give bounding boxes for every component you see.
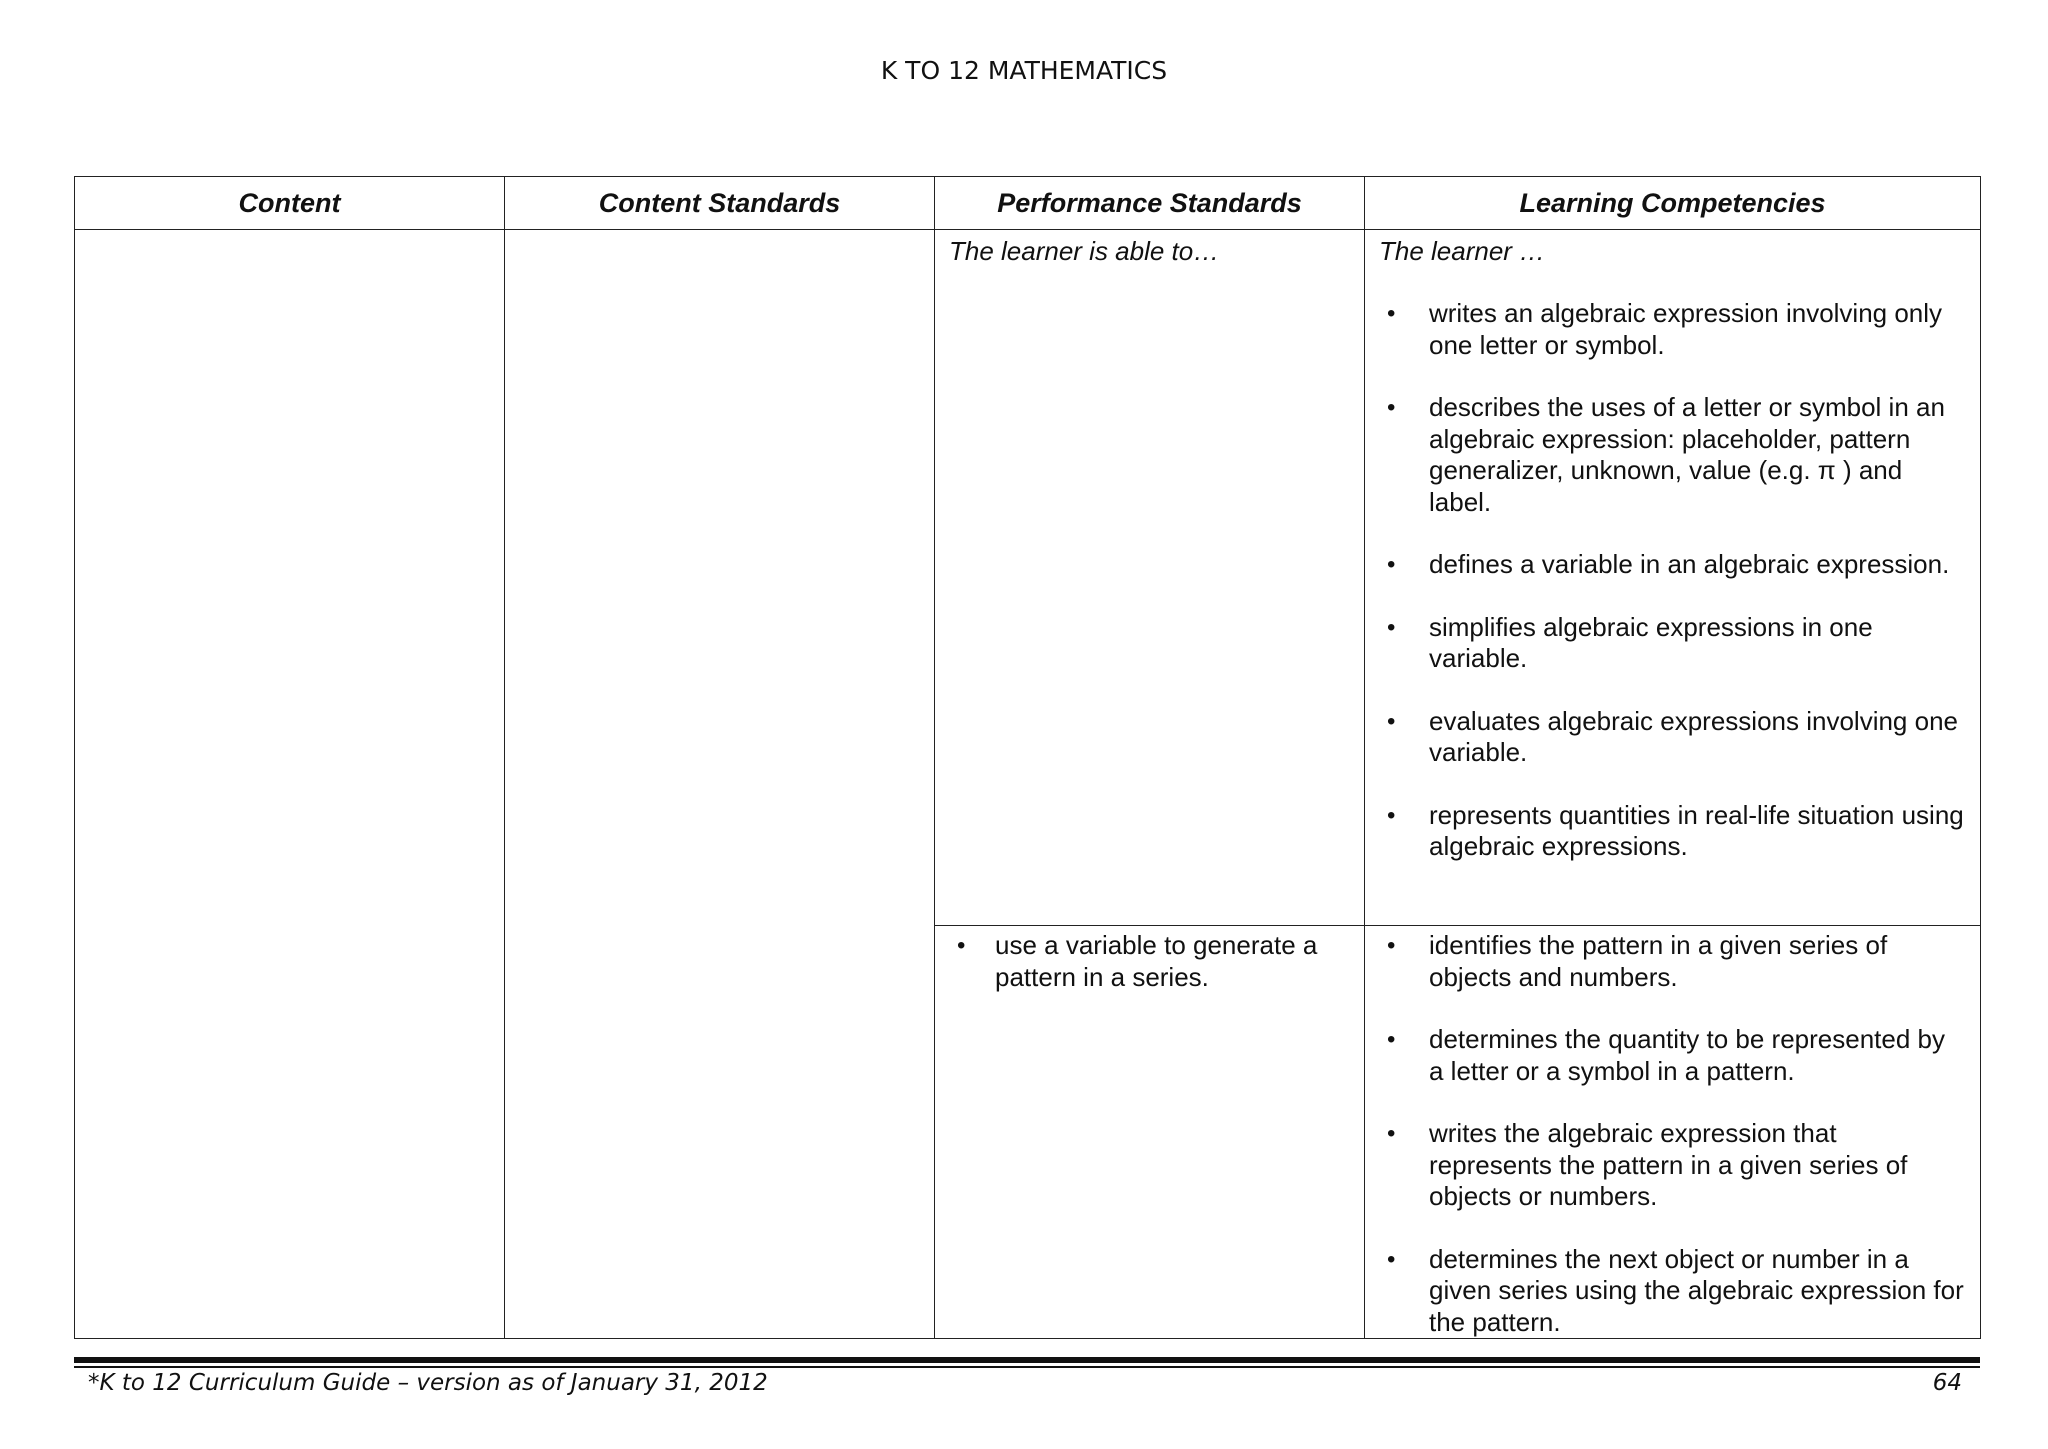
column-header-content: Content [75,177,505,230]
curriculum-table [74,176,1981,1339]
list-item: • represents quantities in real-life situation using algebraic expressions. [1379,800,1966,863]
table-header-row [75,177,1981,230]
performance-list [949,930,1350,993]
list-item: • use a variable to generate a pattern in a series. [949,930,1350,993]
performance-standards-cell [935,926,1365,1339]
page-title: K TO 12 MATHEMATICS [880,56,1168,85]
footer-divider-thin [74,1366,1980,1368]
competency-lead: The learner … [1379,236,1546,266]
competency-list [1379,298,1966,863]
list-item: • simplifies algebraic expressions in one variable. [1379,612,1966,675]
content-standards-cell [505,230,935,1339]
learning-competencies-cell [1365,926,1981,1339]
list-item: • describes the uses of a letter or symbol in an algebraic expression: placeholder, pattern generalizer, unknown, value (e.g. π ) and label. [1379,392,1966,518]
performance-lead: The learner is able to… [949,236,1220,266]
list-item: • writes the algebraic expression that represents the pattern in a given series of objects or numbers. [1379,1118,1966,1213]
table-row [75,230,1981,926]
list-item: • defines a variable in an algebraic expression. [1379,549,1966,581]
list-item: • determines the next object or number in a given series using the algebraic expression for the pattern. [1379,1244,1966,1339]
page-number: 64 [1932,1370,1962,1396]
competency-list [1379,930,1966,1338]
column-header-performance-standards: Performance Standards [935,177,1365,230]
list-item: • determines the quantity to be represented by a letter or a symbol in a pattern. [1379,1024,1966,1087]
list-item: • evaluates algebraic expressions involving one variable. [1379,706,1966,769]
list-item: • writes an algebraic expression involving only one letter or symbol. [1379,298,1966,361]
column-header-learning-competencies: Learning Competencies [1365,177,1981,230]
column-header-content-standards: Content Standards [505,177,935,230]
learning-competencies-cell [1365,230,1981,926]
content-cell [75,230,505,1339]
list-item: • identifies the pattern in a given series of objects and numbers. [1379,930,1966,993]
footer-divider-thick [74,1357,1980,1363]
footer-note: *K to 12 Curriculum Guide – version as of January 31, 2012 [88,1370,768,1396]
performance-standards-cell [935,230,1365,926]
